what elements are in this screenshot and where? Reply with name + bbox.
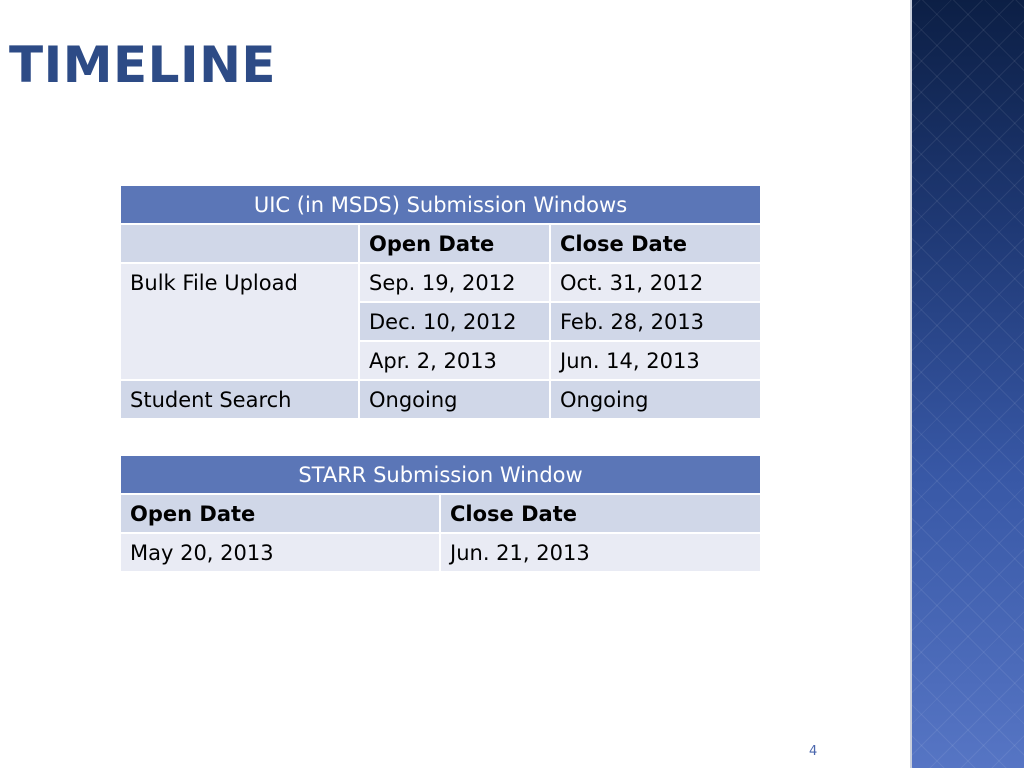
slide-title: TIMELINE xyxy=(9,36,277,94)
table-caption-row xyxy=(120,185,761,224)
open-date-cell: Apr. 2, 2013 xyxy=(359,341,550,380)
uic-table-caption: UIC (in MSDS) Submission Windows xyxy=(120,185,761,224)
uic-submission-table xyxy=(119,184,762,420)
close-date-cell: Oct. 31, 2012 xyxy=(550,263,761,302)
table-row xyxy=(120,380,761,419)
table-caption-row xyxy=(120,455,761,494)
close-date-cell: Jun. 21, 2013 xyxy=(440,533,761,572)
table-row xyxy=(120,533,761,572)
close-date-cell: Jun. 14, 2013 xyxy=(550,341,761,380)
table-header-row xyxy=(120,494,761,533)
open-date-cell: Dec. 10, 2012 xyxy=(359,302,550,341)
decorative-side-panel xyxy=(912,0,1024,768)
close-date-cell: Feb. 28, 2013 xyxy=(550,302,761,341)
starr-submission-table xyxy=(119,454,762,573)
column-header-open-date: Open Date xyxy=(120,494,440,533)
row-label-student-search: Student Search xyxy=(120,380,359,419)
open-date-cell: May 20, 2013 xyxy=(120,533,440,572)
open-date-cell: Ongoing xyxy=(359,380,550,419)
page-number: 4 xyxy=(809,744,818,759)
column-header-close-date: Close Date xyxy=(440,494,761,533)
open-date-cell: Sep. 19, 2012 xyxy=(359,263,550,302)
starr-table-caption: STARR Submission Window xyxy=(120,455,761,494)
row-label-bulk-file-upload: Bulk File Upload xyxy=(120,263,359,380)
close-date-cell: Ongoing xyxy=(550,380,761,419)
column-header-empty xyxy=(120,224,359,263)
table-row xyxy=(120,263,761,302)
column-header-open-date: Open Date xyxy=(359,224,550,263)
table-header-row xyxy=(120,224,761,263)
column-header-close-date: Close Date xyxy=(550,224,761,263)
